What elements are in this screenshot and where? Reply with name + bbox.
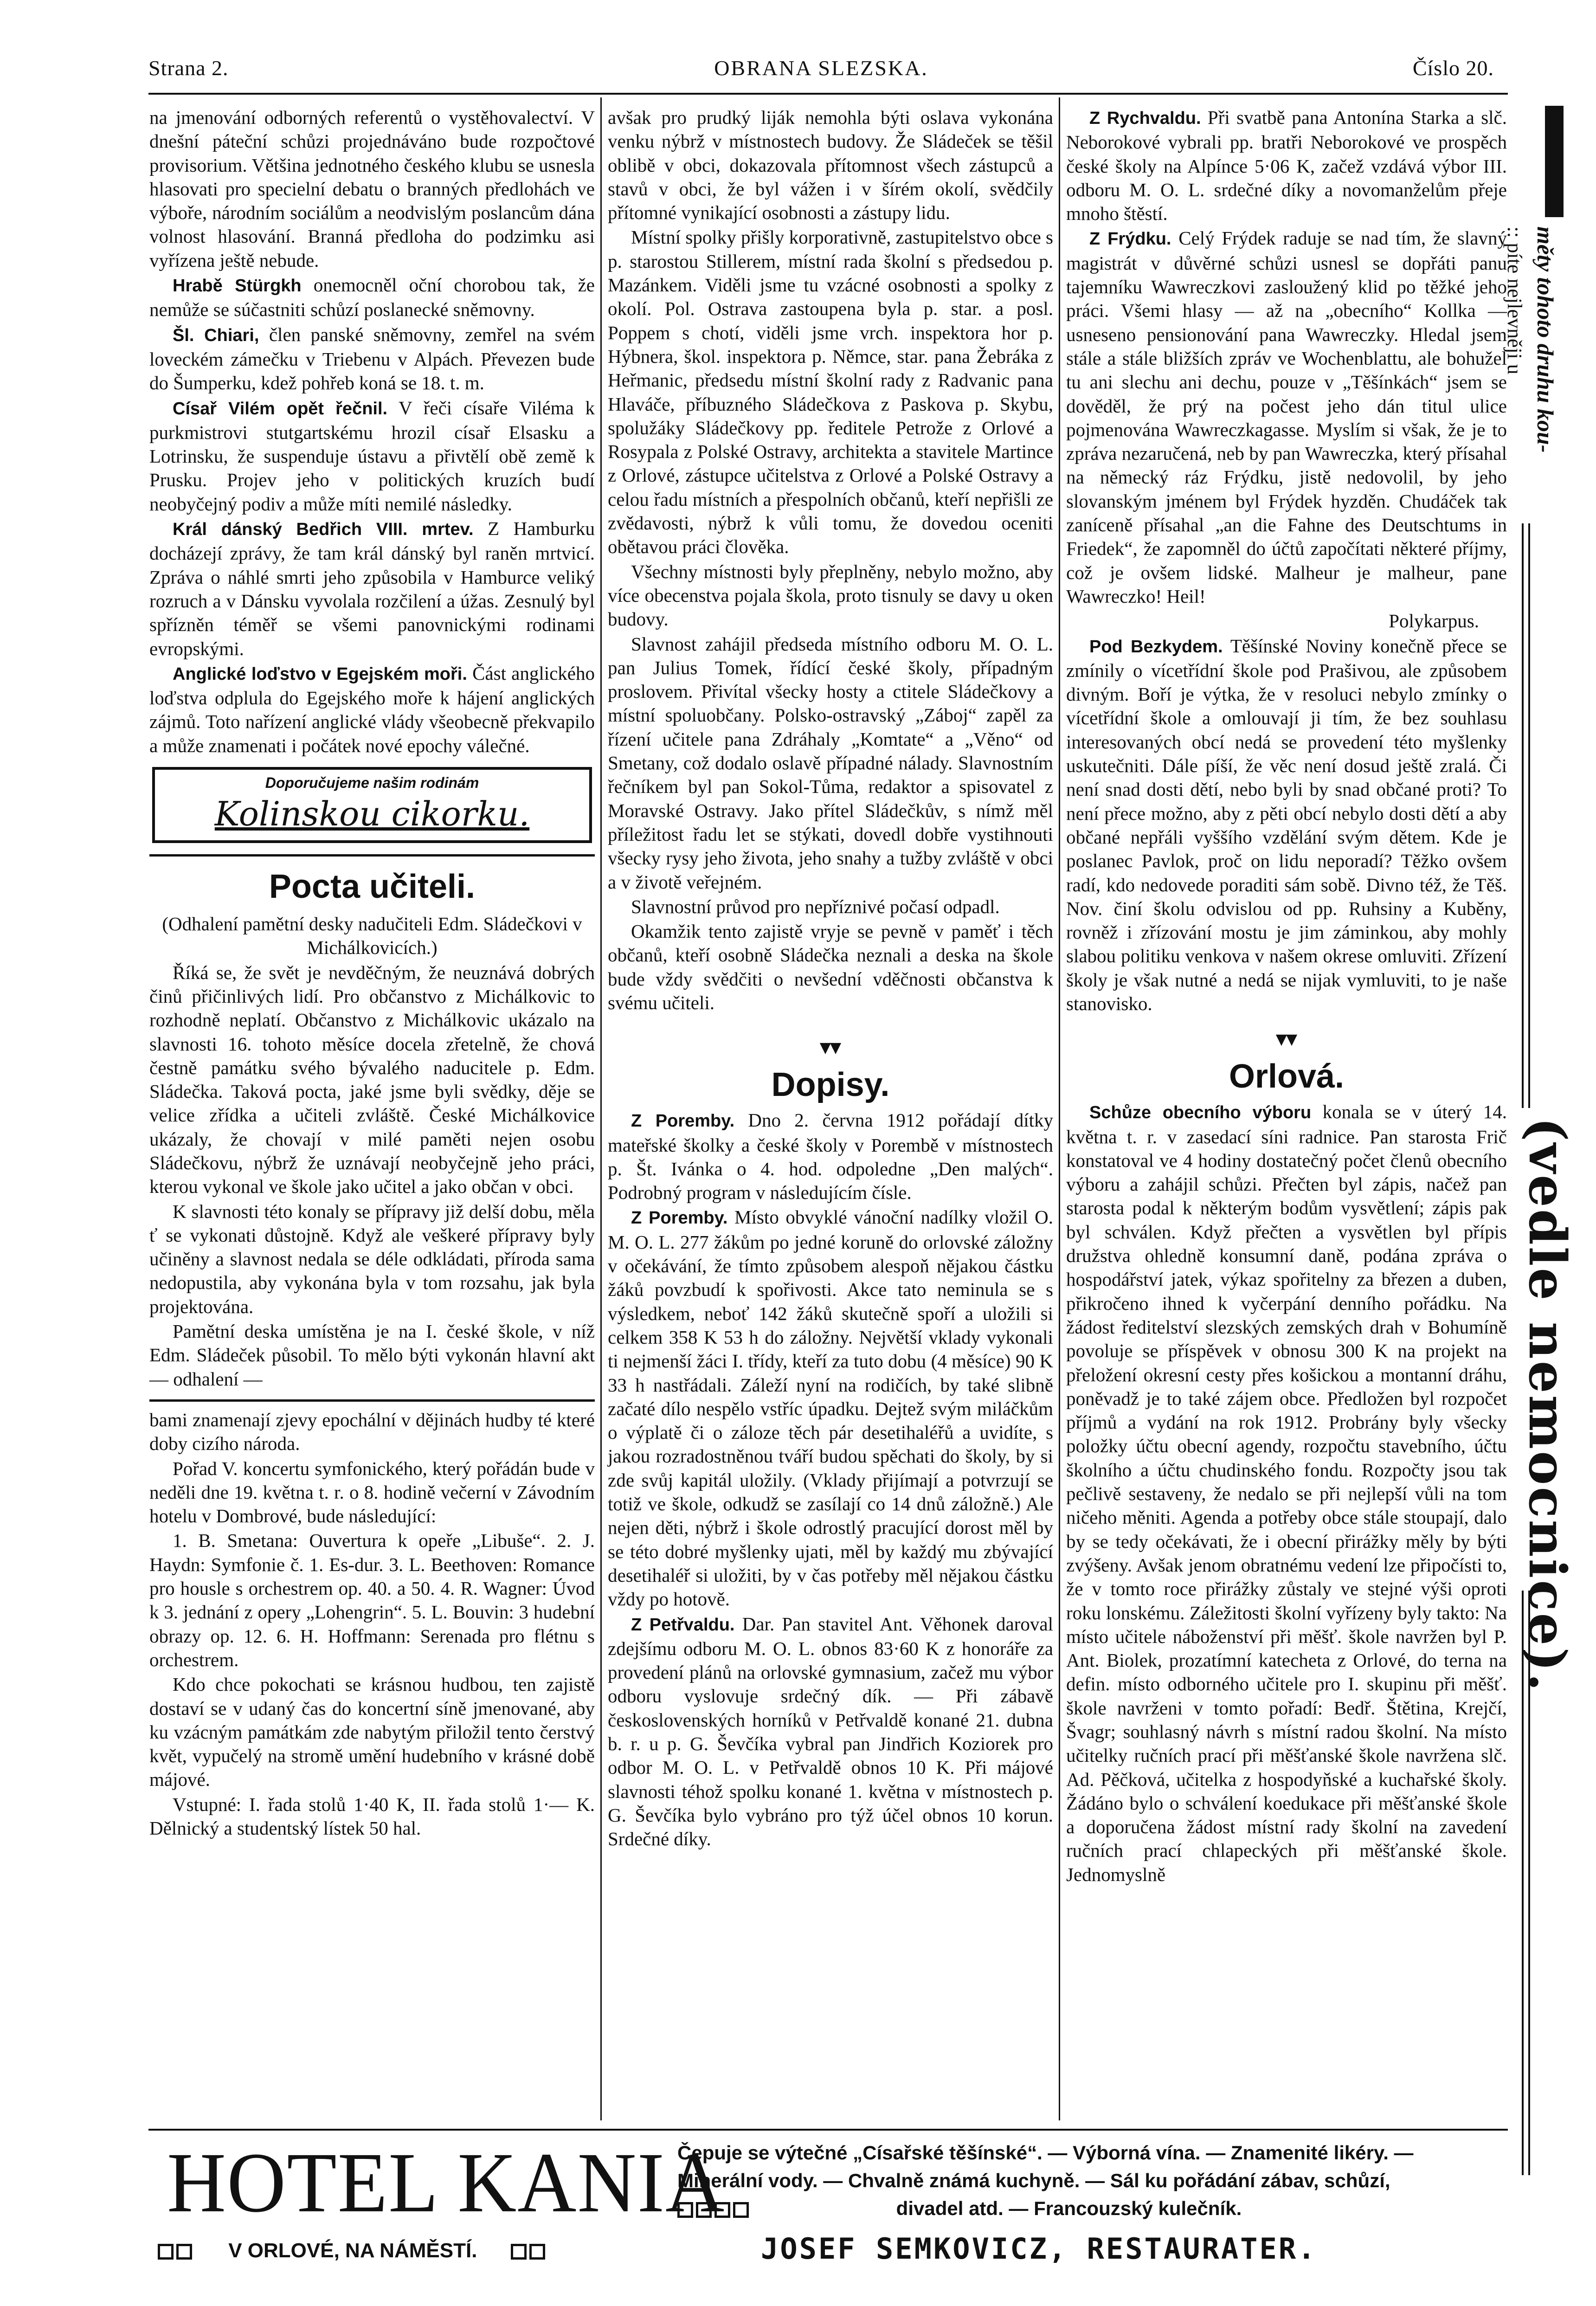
- article-body: Z Hamburku docházejí zprávy, že tam král dánský byl raněn mrtvicí. Zpráva o náhlé smrti jeho způsobila v Hamburce veliký rozruch a v Dánsku vyvolala rozčilení a úžas. Zesnulý byl spřízněn téměř se všemi panovnickými rodinami evropskými.: [149, 518, 595, 659]
- article-text: [608, 1205, 1053, 1611]
- ad-line-1: Čepuje se výtečné „Císařské těšínské“. — Výborná vína. — Znamenité likéry. —: [677, 2142, 1414, 2164]
- column-2: [608, 106, 1053, 1852]
- article-body: onemocněl oční chorobou tak, že nemůže se súčastniti schůzí poslanecké sněmovny.: [149, 274, 595, 321]
- square-ornament-icon: [176, 2244, 192, 2260]
- article-text: avšak pro prudký liják nemohla býti oslava vykonána venku nýbrž v místnostech budovy. Že Sládeček se těšil oblibě v obci, dokazovala přítomnost všech zástupců a stavů v obci, že byl vážen i v šírém okolí, svědčily přítomné vynikající osobnosti a zástupy lidu.: [608, 107, 1053, 224]
- article-lead: Z Petřvaldu.: [631, 1615, 735, 1635]
- article-text: Pořad V. koncertu symfonického, který pořádán bude v neděli dne 19. května t. r. o 8. hodině večerní v Závodním hotelu v Dombrové, bude následující:: [149, 1457, 595, 1527]
- restaurant-owner: JOSEF SEMKOVICZ, RESTAURATER.: [761, 2232, 1317, 2266]
- concert-program: 1. B. Smetana: Ouvertura k opeře „Libuše“. 2. J. Haydn: Symfonie č. 1. Es-dur. 3. L. Beethoven: Romance pro housle s orchestrem op. 40. a 50. 4. R. Wagner: Úvod k 3. jednání z opery „Lohengrin“. 5. L. Bouvin: 3 hudební obrazy op. 12. 6. H. Hoffmann: Serenada pro flétnu s orchestrem.: [149, 1530, 595, 1670]
- article-text: Slavnost zahájil předseda místního odboru M. O. L. pan Julius Tomek, řídící české školy, případným proslovem. Přivítal všecky hosty a ctitele Sládečkovy a místní spoluobčany. Polsko-ostravský „Záboj“ zapěl za řízení učitele pana Zdráhaly „Komtate“ a „Věno“ od Smetany, což dodalo oslavě případné nálady. Slavnostním řečníkem byl pan Sokol-Tůma, redaktor a spisovatel z Moravské Ostravy. Jako přítel Sládečkův, s nímž měl příležitost řadu let se stýkati, dovedl dobře vystihnouti všecky rysy jeho života, jeho snahy a tužby zvláště v obci a v životě veřejném.: [608, 633, 1053, 893]
- article-text: [1066, 226, 1507, 608]
- article-text: Vstupné: I. řada stolů 1·40 K, II. řada stolů 1·— K. Dělnický a studentský lístek 50 hal.: [149, 1793, 595, 1839]
- article-text: na jmenování odborných referentů o vystěhovalectví. V dnešní páteční schůzi projednáváno bude rozpočtové provisorium. Většina jednotného českého klubu se usnesla hlasovati pro specielní debatu o branných předlohách ve výboře, národním sociálům a neodvislým poslancům dána volnost hlasování. Branná předloha do podzimku asi vyřízena ještě nebude.: [149, 107, 595, 271]
- page-header: [148, 56, 1494, 93]
- hotel-ad: [148, 2134, 1512, 2274]
- article-title: Pocta učiteli.: [269, 868, 476, 906]
- article-lead: Hrabě Stürgkh: [173, 276, 302, 296]
- ornament-icon: ▾▾: [820, 1036, 841, 1059]
- square-ornament-icon: [511, 2244, 527, 2260]
- article-lead: Z Poremby.: [631, 1208, 728, 1228]
- square-ornament-icon: [733, 2202, 749, 2218]
- article-lead: Anglické loďstvo v Egejském moři.: [173, 664, 467, 684]
- hotel-ad-text: [677, 2139, 1512, 2222]
- article-text: K slavnosti této konaly se přípravy již delší dobu, měla ť se vykonati důstojně. Když ale veškeré přípravy byly učiněny a slavnost nedala se déle odkládati, příroda sama nedopustila, aby vykonána byla v tom rozsahu, jak byla projektována.: [149, 1200, 595, 1317]
- article-text: [1066, 1100, 1507, 1887]
- article-text: Kdo chce pokochati se krásnou hudbou, ten zajistě dostaví se v udaný čas do koncertní síně jmenované, aby ku vzácným památkám zde nabytým přiložil tento čerstvý květ, vypučelý na stromě umění hudebního v krásné době májové.: [149, 1674, 595, 1791]
- ad-line-3-text: divadel atd. — Francouzský kulečník.: [896, 2197, 1242, 2219]
- article-body: Místo obvyklé vánoční nadílky vložil O. M. O. L. 277 žákům po jedné koruně do orlovské záložny v očekávání, že tímto způsobem alespoň nějakou částku žáků povzbudí k spořivosti. Akce tato neminula se s výsledkem, neboť 142 žáků skutečně spoří a uložili si celkem 358 K 53 h do záložny. Největší vklady vykonali ti nejmenší žáci I. třídy, kteří za tuto dobu (4 měsíce) 90 K 33 h nastřádali. Záleží nyní na rodičích, by také slibně začaté dílo nespělo vstříc úpadku. Dejtež svým miláčkům o výplatě či o záloze těch pár desetihaléřů a uvidíte, s jakou rozradostněnou tváří budou spěchati do školy, by si zde svůj kapitál uložily. (Vklady přijímají a potvrzují se totiž ve škole, odkudž se zasílají co 14 dnů záložně.) Ale nejen děti, nýbrž i škole odrostlý pracující dorost měl by se této dobré myšlenky ujati, měl by každý mu zbývající desetihaléř si uložiti, by v čas potřeby měl nějakou částku vždy po hotově.: [608, 1206, 1054, 1610]
- article-lead: Pod Bezkydem.: [1089, 637, 1223, 657]
- article-signature: Polykarpus.: [1389, 610, 1479, 632]
- column-divider-2: [1059, 97, 1060, 2120]
- column-1: [149, 106, 595, 1841]
- article-text: [149, 323, 595, 395]
- column-3: [1066, 106, 1507, 1887]
- square-ornament-icon: [696, 2202, 712, 2218]
- article-body: Část anglického loďstva odplula do Egejského moře k hájení anglických zájmů. Toto nařízení anglické vlády všeobecně překvapilo a může znamenati i počátek nové epochy válečné.: [149, 662, 595, 756]
- article-text: [1066, 634, 1507, 1016]
- side-text-2: :: píte nejlevněji u: [1503, 226, 1526, 374]
- article-text: Pamětní deska umístěna je na I. české škole, v níž Edm. Sládeček působil. To mělo býti vykonán hlavní akt — odhalení —: [149, 1320, 595, 1390]
- newspaper-title: OBRANA SLEZSKA.: [714, 56, 928, 80]
- side-advert-strip: [1503, 106, 1591, 2194]
- article-lead: Z Rychvaldu.: [1089, 109, 1201, 128]
- article-lead: Schůze obecního výboru: [1089, 1103, 1312, 1123]
- hotel-name: HOTEL KANIA: [167, 2135, 726, 2230]
- article-lead: Z Frýdku.: [1089, 229, 1171, 249]
- article-text: bami znamenají zjevy epochální v dějinách hudby té které doby cizího národa.: [149, 1409, 595, 1455]
- issue-number: Číslo 20.: [1412, 56, 1494, 80]
- chicory-ad: [152, 767, 592, 843]
- article-text: [149, 396, 595, 516]
- ad-recommendation: Doporučujeme našim rodinám: [265, 774, 479, 792]
- column-divider-1: [600, 97, 602, 2120]
- hotel-location-text: V ORLOVÉ, NA NÁMĚSTÍ.: [228, 2239, 477, 2262]
- section-rule: [149, 1399, 595, 1402]
- ad-top-rule: [148, 2129, 1508, 2131]
- article-lead: Král dánský Bedřich VIII. mrtev.: [173, 520, 474, 540]
- article-text: Slavnostní průvod pro nepříznivé počasí odpadl.: [631, 895, 1000, 917]
- article-lead: Šl. Chiari,: [173, 325, 259, 345]
- article-subtitle: (Odhalení pamětní desky nadučiteli Edm. Sládečkovi v Michálkovicích.): [162, 913, 582, 959]
- hotel-location: [158, 2239, 548, 2262]
- article-body: V řeči císaře Viléma k purkmistrovi stutgartskému hrozil císař Elsasku a Lotrinsku, že suspenduje ústavu a přivtělí obě země k Prusku. Projev jeho v politických kruzích budí neobyčejný podiv a může míti nemilé následky.: [149, 397, 595, 515]
- section-title: Orlová.: [1229, 1058, 1345, 1095]
- side-corner-bar: [1545, 106, 1564, 217]
- article-text: [149, 662, 595, 758]
- article-body: Při svatbě pana Antonína Starka a slč. Neborokové vybrali pp. bratři Neborokové ve prospěch české školy na Alpínce 5·06 K, začež vzdává výbor III. odboru M. O. L. srdečné díky a novomanželům přeje mnoho štěstí.: [1066, 107, 1507, 225]
- article-body: člen panské sněmovny, zemřel na svém loveckém zámečku v Triebenu v Alpách. Převezen bude do Šumperku, kdež pohřeb koná se 18. t. m.: [149, 323, 595, 394]
- section-title: Dopisy.: [771, 1066, 890, 1104]
- article-text: Všechny místnosti byly přeplněny, nebylo možno, aby více obecenstva pojala škola, proto tisnuly se davy u oken budovy.: [608, 560, 1053, 630]
- article-text: Okamžik tento zajistě vryje se pevně v paměť i těch občanů, kteří osobně Sládečka neznali a deska na škole bude vždy svědčiti o nevšední vděčnosti občanstva k svému učiteli.: [608, 921, 1053, 1013]
- ad-line-2: Minerální vody. — Chvalně známá kuchyně. — Sál ku pořádání zábav, schůzí,: [677, 2170, 1390, 2191]
- article-text: Místní spolky přišly korporativně, zastupitelstvo obce s p. starostou Stillerem, místní rada školní s předsedou p. Mazánkem. Viděli jsme tu vzácné osobnosti a spolky z okolí. Pol. Ostrava zastoupena byla p. star. a posl. Poppem s chotí, viděli jsme vrch. inspektora hor p. Hýbnera, škol. inspektora p. Němce, star. pana Žebráka z Heřmanic, předsedu místní školní rady z Radvanic pana Hlaváče, příbuzného Sládečkova z Paskova p. Skybu, spolužáky Sládečkovy pp. ředitele Petrože z Orlové a Rosypala z Polské Ostravy, architekta a stavitele Martince z Orlové, zástupce učitelstva z Orlové a Polské Ostravy a celou řadu místních a přespolních občanů, kteří nepřišli ze zvědavosti, nýbrž k vůli tomu, že dovedou oceniti obětavou práci člověka.: [608, 226, 1053, 558]
- article-body: konala se v úterý 14. května t. r. v zasedací síni radnice. Pan starosta Frič konstatoval ve 4 hodiny dostatečný počet členů obecního výboru a zahájil schůzi. Přečten byl zápis, načež pan starosta podal k některým bodům vysvětlení; zápis pak byl schválen. Když přečten a vysvětlen byl přípis družstva ohledně konsumní daně, podána zpráva o hospodářství jatek, výkaz spořitelny za březen a duben, přikročeno ihned k vyčerpání denního pořádku. Na žádost ředitelství slezských zemských drah v Bohumíně povoluje se příspěvek v obnosu 300 K na projekt na přeložení okresní cesty přes košickou a montanní dráhu, poněvadž je to také zájem obce. Předložen byl rozpočet příjmů a vydání na rok 1912. Probrány byly všecky položky účtu obecní agendy, rozpočtu stavebního, účtu školního a účtu chudinského fondu. Rozpočty jsou tak pečlivě sestaveny, že nedalo se při nejlepší vůli na tom ničeho měniti. Agenda a potřeby obce stále stoupají, dalo by se tedy očekávati, že i obecní přirážky měly by býti zvýšeny. Avšak jenom obratnému vedení lze připočísti to, že v tomto roce přirážky zůstaly ve stejné výši oproti roku lonskému. Záležitosti školní vyřízeny byly takto: Na místo učitele náboženství při měšť. škole navržen byl P. Ant. Biolek, prozatímní katecheta z Orlové, do terna na defin. místo odborného učitele pro I. skupinu při měšť. škole navrženi v tomto pořadí: Bedř. Štětina, Krejčí, Švagr; souhlasný návrh s místní radou školní. Na místo učitelky ručních prací při měšťanské škole navržena slč. Ad. Pěčková, učitelka z hospodyňské a kuchařské školy. Žádáno bylo o schválení koedukace při měšťanské škole a doporučena žádost místní rady školní na zavedení ručních prací chlapeckých při měšťanské škole. Jednomyslně: [1066, 1101, 1507, 1885]
- article-text: [149, 517, 595, 661]
- square-ornament-icon: [714, 2202, 730, 2218]
- header-rule: [148, 93, 1508, 95]
- side-double-rule: [1522, 1591, 1530, 2175]
- article-body: Celý Frýdek raduje se nad tím, že slavný magistrát v důvěrné schůzi usnesl se dopřáti panu tajemníku Wawreczkovi zasloužený klid po těžké jeho práci. Všemi hlasy — až na „obecního“ Kollka — usneseno pensionování pana Wawreczky. Hledal jsem stále a stále bližších zpráv ve Wochenblattu, ale bohužel tu ani slechu ani dechu, pouze v „Těšínkách“ jsem se dověděl, že prý na počest jeho dán titul ulice pojmenována Wawreczkagasse. Myslím si však, že je to zpráva nezaručená, neb by pan Wawreczka, který přísahal na německý ráz Frýdku, jistě nedovolil, by jeho slovanským jménem byl Frýdek hyzděn. Chudáček tak zaníceně přísahal „an die Fahne des Deutschtums in Friedek“, že zapomněl do účtů započítati některé příjmy, což je ovšem lidské. Malheur je malheur, pane Wawreczko! Heil!: [1066, 227, 1507, 607]
- square-ornament-icon: [677, 2202, 693, 2218]
- article-text: [608, 1612, 1053, 1851]
- ornament-icon: ▾▾: [1276, 1027, 1297, 1050]
- article-text: [149, 273, 595, 322]
- article-lead: Z Poremby.: [631, 1111, 735, 1131]
- article-body: Dar. Pan stavitel Ant. Věhonek daroval zdejšímu odboru M. O. L. obnos 83·60 K z honoráře za provedení plánů na orlovské gymnasium, začež mu výbor odboru vyslovuje srdečný dík. — Při zábavě československých horníků v Petřvaldě konané 21. dubna b. r. u p. G. Ševčíka vybral pan Jindřich Koziorek pro odbor M. O. L. v Petřvaldě obnos 10 K. Při májové slavnosti téhož spolku konané 1. května v místnostech p. G. Ševčíka bylo vybráno pro týž účel obnos 10 korun. Srdečné díky.: [608, 1613, 1054, 1850]
- article-text: Říká se, že svět je nevděčným, že neuznává dobrých činů přičinlivých lidí. Pro občanstvo z Michálkovic to rozhodně neplatí. Občanstvo z Michálkovic ukázalo na slavnosti 16. tohoto měsíce docela zřetelně, že chová čestně památku svého bývalého naducitele p. Edm. Sládečka. Taková pocta, jaké jsme byli svědky, děje se velice zřídka a učiteli zvláště. České Michálkovice ukázaly, že chovají v milé paměti nejen osobu Sládečkovu, nýbrž že uznávají neobyčejně jeho práci, kterou vykonal ve škole jako učitel a jako občan v obci.: [149, 961, 595, 1198]
- ad-product: Kolinskou cikorku.: [214, 794, 530, 834]
- side-double-rule: [1522, 523, 1530, 1108]
- side-text-1: měty tohoto druhu kou-: [1532, 226, 1558, 453]
- square-ornament-icon: [158, 2244, 174, 2260]
- article-text: [1066, 106, 1507, 225]
- square-ornament-icon: [529, 2244, 545, 2260]
- article-lead: Císař Vilém opět řečnil.: [173, 399, 388, 419]
- article-body: Dno 2. června 1912 pořádají dítky mateřské školky a české školy v Porembě v místnostech p. Št. Ivánka o 4. hod. odpoledne „Den malých“. Podrobný program v následujícím čísle.: [608, 1109, 1054, 1204]
- section-rule: [149, 854, 595, 857]
- article-text: [608, 1108, 1053, 1205]
- side-big-text: (vedle nemocnice).: [1518, 1117, 1577, 1693]
- article-body: Těšínské Noviny konečně přece se zmínily o vícetřídní škole pod Prašivou, ale způsobem divným. Boří je výtka, že v resoluci nebylo zmínky o vícetřídní škole a omlouvají ji tím, že bez souhlasu interesovaných obcí nedá se provedení této myšlenky uskutečniti. Dále píší, že věc není dosud ještě zralá. Či není snad dosti dětí, nebo byli by snad občané proti? To není přece možno, aby z pěti obcí nebylo dosti dětí a aby občané nepřáli vyššího vzdělání svým dětem. Kde je poslanec Pavlok, proč on lidu neporadí? Těžko ovšem radí, kdo nedovede poraditi sám sobě. Divno též, že Těš. Nov. činí školu odvislou od pp. Ruhsiny a Kuběny, rovněž i zřízování mostu je jim záminkou, aby mohly slabou politiku venkova v našem okrese omluviti. Zřízení školy je však nutné a nedá se nijak vymluviti, to je naše stanovisko.: [1066, 635, 1507, 1014]
- ad-line-3: [677, 2195, 1512, 2222]
- page-number: Strana 2.: [148, 56, 229, 80]
